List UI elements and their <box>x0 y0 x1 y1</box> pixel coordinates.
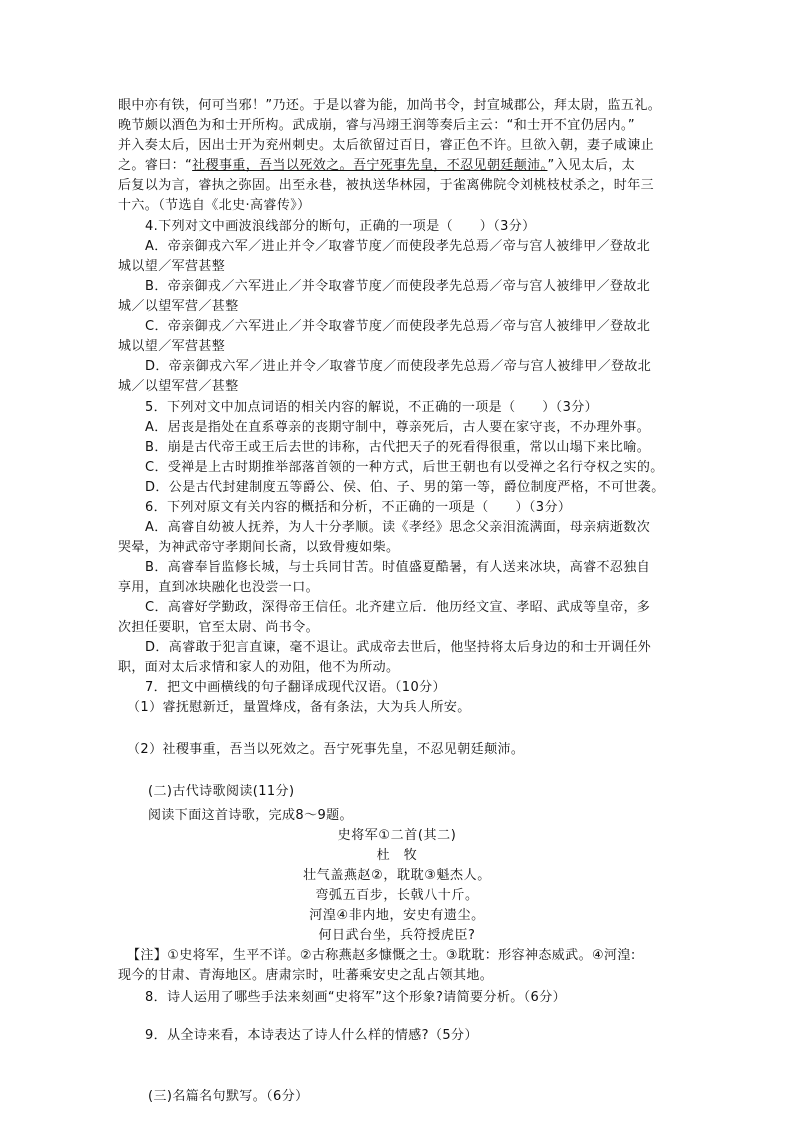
passage-line: 十六。（节选自《北史·高睿传》） <box>118 198 311 213</box>
q4-option-b: B．帝亲御戎／六军进止／并令取睿节度／而使段孝先总焉／帝与宫人被绯甲／登故北 <box>145 279 651 294</box>
question-9: 9．从全诗来看，本诗表达了诗人什么样的情感?（5分） <box>145 1028 478 1043</box>
q4-option-d: D．帝亲御戎六军／进止并令／取睿节度／而使段孝先总焉／帝与宫人被绯甲／登故北 <box>145 359 652 374</box>
q4-option-d-cont: 城／以望军营／甚整 <box>118 379 239 394</box>
q4-option-a-cont: 城以望／军营甚整 <box>118 259 226 274</box>
q4-option-b-cont: 城／以望军营／甚整 <box>118 299 239 314</box>
poem-line: 弯弧五百步，长戟八十斤。 <box>315 888 479 903</box>
q7-item-1: （1）睿抚慰新迁，量置烽戍，备有条法，大为兵人所安。 <box>127 700 471 715</box>
poem-title: 史将军①二首(其二) <box>337 828 457 843</box>
question-5-stem: 5．下列对文中加点词语的相关内容的解说，不正确的一项是（ ）（3分） <box>145 400 599 415</box>
passage-line: 后复以为言，睿执之弥固。出至永巷，被执送华林园，于雀离佛院令刘桃枝杖杀之，时年三 <box>118 178 655 193</box>
poem-note: 【注】①史将军，生平不详。②古称燕赵多慷慨之士。③耽耽：形容神态威武。④河湟: <box>127 948 636 963</box>
q6-option-c: C．高睿好学勤政，深得帝王信任。北齐建立后．他历经文宣、孝昭、武成等皇帝，多 <box>145 600 651 615</box>
question-4-stem: 4.下列对文中画波浪线部分的断句，正确的一项是（ ）（3分） <box>145 219 536 234</box>
section-2-heading: (二)古代诗歌阅读(11分) <box>148 784 295 799</box>
question-6-stem: 6．下列对原文有关内容的概括和分析，不正确的一项是（ ）（3分） <box>145 500 572 515</box>
section-2-instruction: 阅读下面这首诗歌，完成8～9题。 <box>148 808 353 823</box>
q6-option-d: D．高睿敢于犯言直谏，毫不退让。武成帝去世后，他坚持将太后身边的和士开调任外 <box>145 640 652 655</box>
q6-option-b-cont: 享用，直到冰块融化也没尝一口。 <box>118 580 320 595</box>
poem-line: 壮气盖燕赵②，耽耽③魁杰人。 <box>303 868 491 883</box>
passage-line: 并入奏太后，因出士开为兖州刺史。太后欲留过百日，睿正色不许。旦欲入朝，妻子咸谏止 <box>118 138 655 153</box>
q6-option-d-cont: 职，面对太后求情和家人的劝阻，他不为所动。 <box>118 660 400 675</box>
poem-line: 河湟④非内地，安史有遗尘。 <box>309 908 485 923</box>
underlined-sentence: 社稷事重，吾当以死效之。吾宁死事先皇，不忍见朝廷颠沛。 <box>192 158 548 173</box>
poem-author: 杜 牧 <box>376 848 418 863</box>
q6-option-a-cont: 哭晕，为神武帝守孝期间长斋，以致骨瘦如柴。 <box>118 540 400 555</box>
q4-option-a: A．帝亲御戎六军／进止并令／取睿节度／而使段孝先总焉／帝与宫人被绯甲／登故北 <box>145 239 651 254</box>
q5-option-b: B．崩是古代帝王或王后去世的讳称，古代把天子的死看得很重，常以山塌下来比喻。 <box>145 440 651 455</box>
poem-line: 何日武台坐，兵符授虎臣? <box>318 928 476 943</box>
passage-line: 之。睿曰：“社稷事重，吾当以死效之。吾宁死事先皇，不忍见朝廷颠沛。”入见太后，太 <box>118 158 635 173</box>
passage-line: 眼中亦有铁，何可当邪！”乃还。于是以睿为能，加尚书令，封宣城郡公，拜太尉，监五礼。 <box>118 98 662 113</box>
poem-note-cont: 现今的甘肃、青海地区。唐肃宗时，吐蕃乘安史之乱占领其地。 <box>118 968 494 983</box>
question-8: 8．诗人运用了哪些手法来刻画“史将军”这个形象?请简要分析。（6分） <box>145 990 567 1005</box>
q6-option-b: B．高睿奉旨监修长城，与士兵同甘苦。时值盛夏酷暑，有人送来冰块，高睿不忍独自 <box>145 560 651 575</box>
question-7-stem: 7．把文中画横线的句子翻译成现代汉语。（10分） <box>145 680 446 695</box>
q4-option-c-cont: 城以望／军营甚整 <box>118 339 226 354</box>
q5-option-a: A．居丧是指处在直系尊亲的丧期守制中，尊亲死后，古人要在家守丧，不办理外事。 <box>145 420 651 435</box>
q5-option-d: D．公是古代封建制度五等爵公、侯、伯、子、男的第一等，爵位制度严格，不可世袭。 <box>145 480 665 495</box>
q7-item-2: （2）社稷事重，吾当以死效之。吾宁死事先皇，不忍见朝廷颠沛。 <box>127 742 525 757</box>
section-3-heading: (三)名篇名句默写。（6分） <box>148 1089 309 1104</box>
q6-option-a: A．高睿自幼被人抚养，为人十分孝顺。读《孝经》思念父亲泪流满面，母亲病逝数次 <box>145 520 651 535</box>
passage-line: 晚节颇以酒色为和士开所构。武成崩，睿与冯翊王润等奏后主云：“和士开不宜仍居内。” <box>118 118 635 133</box>
q5-option-c: C．受禅是上古时期推举部落首领的一种方式，后世王朝也有以受禅之名行夺权之实的。 <box>145 460 664 475</box>
q6-option-c-cont: 次担任要职，官至太尉、尚书令。 <box>118 620 320 635</box>
q4-option-c: C．帝亲御戎／六军进止／并令取睿节度／而使段孝先总焉／帝与宫人被绯甲／登故北 <box>145 319 651 334</box>
